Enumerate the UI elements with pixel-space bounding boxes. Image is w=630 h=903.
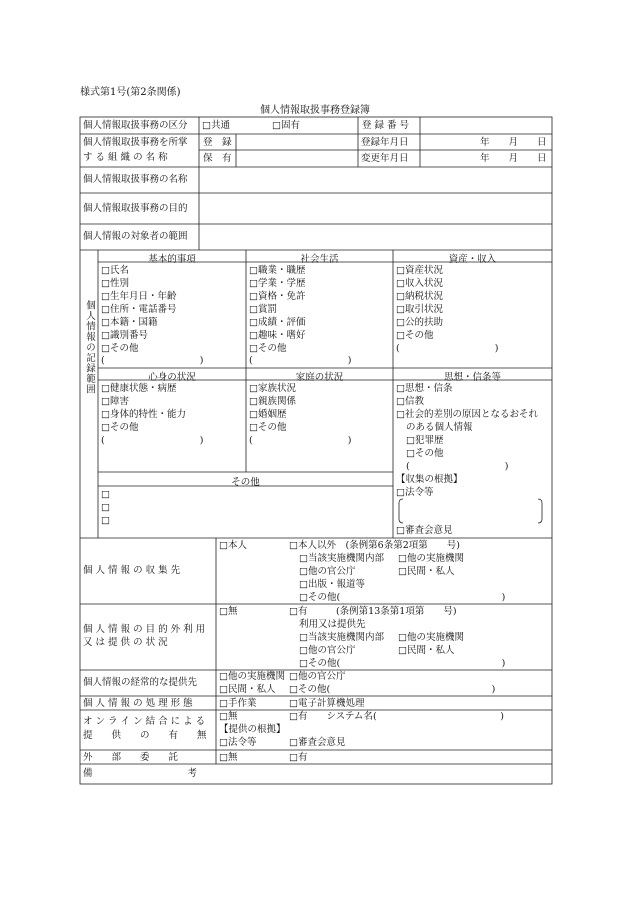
list-item[interactable]: □収入状況 <box>396 278 443 289</box>
collect-self-checkbox[interactable]: □本人 <box>219 540 247 551</box>
holding-label: 保 有 <box>203 153 232 164</box>
org-label-2: す る 組 織 の 名 称 <box>83 152 168 163</box>
list-item: ( ) <box>249 435 352 446</box>
outside-use-label: 個 人 情 報 の 目 的 外 利 用 <box>83 624 206 635</box>
assets-header: 資産・収入 <box>448 254 497 265</box>
online-none-checkbox[interactable]: □無 <box>219 711 238 722</box>
belief-header: 思想・信条等 <box>443 372 501 383</box>
list-item[interactable]: □民間・私人 <box>398 645 455 656</box>
list-item[interactable]: □思想・信条 <box>396 383 453 394</box>
manual-checkbox[interactable]: □手作業 <box>219 698 257 709</box>
list-item[interactable]: □信教 <box>396 396 424 407</box>
mind-header: 心身の状況 <box>148 372 196 383</box>
regular-label: 個人情報の経常的な提供先 <box>83 677 198 688</box>
list-item[interactable]: □その他( ) <box>299 592 506 603</box>
list-item: ( ) <box>101 355 204 366</box>
reg-date-value: 年 月 日 <box>480 137 547 148</box>
list-item[interactable]: □民間・私人 <box>398 566 455 577</box>
list-item[interactable]: □学業・学歴 <box>249 278 306 289</box>
list-item[interactable]: □その他( ) <box>299 658 506 669</box>
list-item[interactable]: □職業・職歴 <box>249 265 306 276</box>
registration-label: 登 録 <box>203 137 232 148</box>
list-item: ( ) <box>249 355 352 366</box>
list-item[interactable]: □婚姻歴 <box>249 409 287 420</box>
outsource-none-checkbox[interactable]: □無 <box>219 752 238 763</box>
outside-none-checkbox[interactable]: □無 <box>219 606 238 617</box>
list-item[interactable]: □その他 <box>396 330 434 341</box>
list-item[interactable]: □民間・私人 <box>219 684 276 695</box>
list-item[interactable]: □障害 <box>101 396 129 407</box>
list-item[interactable]: □その他 <box>101 422 139 433</box>
computer-checkbox[interactable]: □電子計算機処理 <box>289 698 365 709</box>
basic-header: 基本的事項 <box>148 254 196 265</box>
collection-label: 個 人 情 報 の 収 集 先 <box>83 565 181 576</box>
list-item[interactable]: □健康状態・病歴 <box>101 383 177 394</box>
page-title: 個人情報取扱事務登録簿 <box>260 105 370 116</box>
list-item: 利用又は提供先 <box>299 619 366 630</box>
outside-yes-checkbox[interactable]: □有 (条例第13条第1項第 号) <box>289 606 457 617</box>
list-item[interactable]: □公的扶助 <box>396 317 443 328</box>
list-item: ( ) <box>406 461 509 472</box>
records-label: 個人情報の記録範囲 <box>84 300 95 395</box>
basis-header: 【収集の根拠】 <box>396 474 463 485</box>
chg-date-label: 変更年月日 <box>361 153 409 164</box>
basis-law-checkbox[interactable]: □法令等 <box>396 487 434 498</box>
list-item[interactable]: □その他 <box>406 448 444 459</box>
list-item[interactable]: □その他 <box>249 343 287 354</box>
list-item[interactable]: □本籍・国籍 <box>101 317 158 328</box>
family-header: 家庭の状況 <box>295 372 344 383</box>
list-item[interactable]: □他の実施機関 <box>398 632 464 643</box>
other-header: その他 <box>231 477 260 488</box>
list-item[interactable]: □識別番号 <box>101 330 148 341</box>
list-item[interactable]: □親族関係 <box>249 396 296 407</box>
list-item[interactable]: □資産状況 <box>396 265 443 276</box>
remarks-label: 備 考 <box>83 768 198 779</box>
reg-number-label: 登 録 番 号 <box>362 120 410 131</box>
other-checkbox[interactable]: □ <box>101 515 110 526</box>
online-basis-header: 【提供の根拠】 <box>219 724 286 735</box>
list-item[interactable]: □住所・電話番号 <box>101 304 177 315</box>
common-checkbox[interactable]: □共通 <box>202 120 230 131</box>
basis-council-checkbox[interactable]: □審査会意見 <box>396 525 453 536</box>
list-item[interactable]: □生年月日・年齢 <box>101 291 177 302</box>
outside-use-label-2: 又 は 提 供 の 状 況 <box>83 637 168 648</box>
list-item[interactable]: □他の実施機関 <box>219 671 285 682</box>
purpose-label: 個人情報取扱事務の目的 <box>83 203 188 214</box>
list-item[interactable]: □成績・評価 <box>249 317 306 328</box>
specific-checkbox[interactable]: □固有 <box>272 120 300 131</box>
online-council-checkbox[interactable]: □審査会意見 <box>289 737 346 748</box>
list-item: ( ) <box>101 435 204 446</box>
list-item[interactable]: □身体的特性・能力 <box>101 409 186 420</box>
list-item[interactable]: □その他 <box>249 422 287 433</box>
list-item[interactable]: □納税状況 <box>396 291 443 302</box>
org-label: 個人情報取扱事務を所掌 <box>83 137 188 148</box>
chg-date-value: 年 月 日 <box>480 153 547 164</box>
outsource-yes-checkbox[interactable]: □有 <box>289 752 308 763</box>
list-item[interactable]: □性別 <box>101 278 129 289</box>
online-label: オ ン ラ イ ン 結 合 に よ る <box>83 716 206 727</box>
list-item[interactable]: □他の官公庁 <box>299 566 356 577</box>
list-item: ( ) <box>396 343 499 354</box>
collect-other-checkbox[interactable]: □本人以外 (条例第6条第2項第 号) <box>289 540 460 551</box>
outsource-label: 外 部 委 託 <box>83 752 179 763</box>
list-item[interactable]: □社会的差別の原因となるおそれ <box>396 409 538 420</box>
list-item[interactable]: □賞罰 <box>249 304 277 315</box>
form-number: 様式第1号(第2条関係) <box>80 87 181 98</box>
list-item: のある個人情報 <box>406 422 473 433</box>
name-label: 個人情報取扱事務の名称 <box>83 174 188 185</box>
list-item[interactable]: □当該実施機関内部 <box>299 553 384 564</box>
list-item[interactable]: □資格・免許 <box>249 291 306 302</box>
division-label: 個人情報取扱事務の区分 <box>83 120 188 131</box>
list-item[interactable]: □その他 <box>101 343 139 354</box>
online-label-2: 提 供 の 有 無 <box>83 730 207 741</box>
process-label: 個 人 情 報 の 処 理 形 態 <box>83 698 193 709</box>
list-item[interactable]: □氏名 <box>101 265 129 276</box>
list-item[interactable]: □その他( ) <box>289 684 496 695</box>
list-item[interactable]: □犯罪歴 <box>406 435 444 446</box>
list-item[interactable]: □趣味・嗜好 <box>249 330 306 341</box>
social-header: 社会生活 <box>300 254 339 265</box>
list-item[interactable]: □他の官公庁 <box>289 671 346 682</box>
list-item[interactable]: □当該実施機関内部 <box>299 632 384 643</box>
other-checkbox[interactable]: □ <box>101 489 110 500</box>
scope-label: 個人情報の対象者の範囲 <box>83 231 188 242</box>
list-item[interactable]: □他の官公庁 <box>299 645 356 656</box>
other-checkbox[interactable]: □ <box>101 502 110 513</box>
list-item[interactable]: □他の実施機関 <box>398 553 464 564</box>
list-item[interactable]: □家族状況 <box>249 383 296 394</box>
reg-date-label: 登録年月日 <box>361 137 409 148</box>
list-item[interactable]: □取引状況 <box>396 304 443 315</box>
list-item[interactable]: □出版・報道等 <box>299 579 365 590</box>
online-law-checkbox[interactable]: □法令等 <box>219 737 257 748</box>
online-yes-checkbox[interactable]: □有 システム名( ) <box>289 711 504 722</box>
